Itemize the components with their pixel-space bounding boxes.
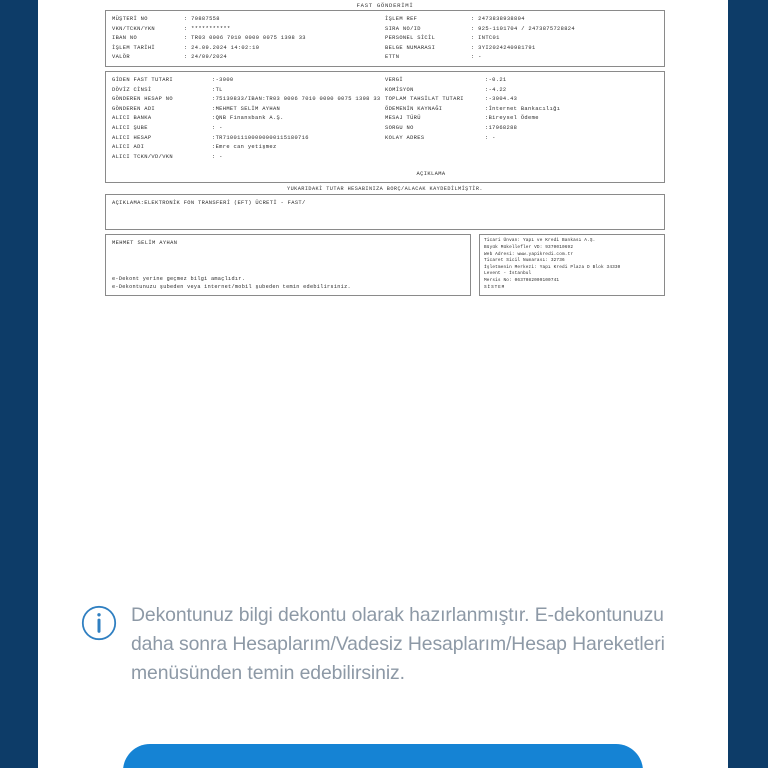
field-value: :TR710011100000000115180716	[212, 134, 309, 141]
field-mesaj-turu	[385, 114, 658, 124]
company-mersis-no: Mersis No: 0637082009100741	[484, 277, 560, 283]
field-label: ÖDEMENİN KAYNAĞI	[385, 105, 443, 112]
field-alici-tckn-vd-vkn	[112, 153, 385, 163]
field-value: : 2473838938804	[471, 16, 525, 22]
disclaimer-line-1: e-Dekont yerine geçmez bilgi amaçlıdır.	[112, 275, 246, 282]
balance-notice-line: YUKARIDAKİ TUTAR HESABINIZA BORÇ/ALACAK KAYDEDİLMİŞTİR.	[287, 185, 483, 192]
field-vkn-tckn-ykn	[112, 25, 385, 35]
field-label: İŞLEM TARİHİ	[112, 44, 156, 51]
info-message-block	[81, 601, 681, 688]
field-alici-banka	[112, 114, 385, 124]
receipt-footer-row	[105, 234, 665, 296]
field-value: : -	[485, 134, 496, 141]
field-value: :Emre can yetişmez	[212, 144, 277, 151]
field-value: : -	[212, 153, 223, 160]
receipt-document	[105, 0, 665, 296]
field-label: KOLAY ADRES	[385, 134, 425, 141]
field-label: ALICI TCKN/VD/VKN	[112, 153, 173, 160]
field-alici-adi	[112, 143, 385, 153]
field-value: : INTC01	[471, 35, 500, 42]
field-value: :-0.21	[485, 76, 507, 83]
receipt-detail-box	[105, 71, 665, 183]
field-value: : TR03 0006 7010 0000 0075 1398 33	[184, 35, 306, 42]
field-value: : ***********	[184, 25, 231, 32]
company-headquarters-line-2: Levent - İstanbul	[484, 271, 532, 277]
field-value: :Bireysel Ödeme	[485, 115, 539, 122]
field-islem-tarihi	[112, 44, 385, 54]
field-value: : 24.09.2024 14:02:10	[184, 44, 260, 51]
field-label: ALICI ŞUBE	[112, 124, 148, 131]
system-label: SİSTEM	[484, 285, 506, 291]
field-label: ALICI ADI	[112, 144, 145, 151]
field-label: BELGE NUMARASI	[385, 44, 436, 51]
web-address-label: Web Adresi:	[484, 251, 515, 257]
field-ettn	[385, 53, 658, 63]
header-left-column	[112, 15, 385, 63]
field-value: :İnternet Bankacılığı	[485, 105, 561, 112]
field-value: :75139833/IBAN:TR03 0006 7010 0000 0075 1398 33	[212, 96, 381, 103]
field-label: VALÖR	[112, 54, 130, 61]
field-label: VERGİ	[385, 76, 403, 83]
primary-action-button[interactable]	[123, 744, 643, 768]
field-kolay-adres	[385, 134, 658, 144]
field-doviz-cinsi	[112, 86, 385, 96]
field-label: SIRA NO/ID	[385, 25, 421, 32]
field-value: : 70887558	[184, 16, 220, 22]
field-label: ETTN	[385, 54, 400, 61]
field-label: GÖNDEREN HESAP NO	[112, 96, 173, 103]
company-tax-office: Büyük Mükellefler VD: 9370010692	[484, 244, 574, 250]
field-label: KOMİSYON	[385, 86, 414, 93]
field-musteri-no	[112, 15, 385, 25]
receipt-description-box	[105, 194, 665, 230]
field-label: PERSONEL SİCİL	[385, 35, 436, 42]
field-personel-sicil	[385, 34, 658, 44]
field-label: MÜŞTERİ NO	[112, 16, 148, 22]
field-label: ALICI HESAP	[112, 134, 152, 141]
field-value: : 3YI2024240981791	[471, 44, 536, 51]
field-iban-no	[112, 34, 385, 44]
field-alici-sube	[112, 124, 385, 134]
description-text: AÇIKLAMA:ELEKTRONİK FON TRANSFERİ (EFT) ÜCRETİ - FAST/	[112, 200, 306, 207]
field-gonderen-hesap-no	[112, 95, 385, 105]
field-label: İŞLEM REF	[385, 16, 418, 22]
field-belge-numarasi	[385, 44, 658, 54]
field-toplam-tahsilat-tutari	[385, 95, 658, 105]
field-label: VKN/TCKN/YKN	[112, 25, 156, 32]
disclaimer-line-2: e-Dekontunuzu şubeden veya internet/mobil şubeden temin edebilirsiniz.	[112, 284, 351, 291]
field-value: :17968288	[485, 124, 518, 131]
field-giden-fast-tutari	[112, 76, 385, 86]
receipt-owner-box	[105, 234, 471, 296]
field-value: :-4.22	[485, 86, 507, 93]
info-circle-icon	[81, 605, 117, 641]
field-valor	[112, 53, 385, 63]
company-trade-registry-no: Ticaret Sicil Numarası: 32736	[484, 258, 565, 264]
field-label: TOPLAM TAHSİLAT TUTARI	[385, 96, 464, 103]
field-label: ALICI BANKA	[112, 115, 152, 122]
field-komisyon	[385, 86, 658, 96]
field-label: IBAN NO	[112, 35, 138, 42]
field-value: :-3000	[212, 76, 234, 83]
aciklama-heading: AÇIKLAMA	[416, 171, 446, 178]
field-gonderen-adi	[112, 105, 385, 115]
field-label: GÖNDEREN ADI	[112, 105, 156, 112]
detail-right-column	[385, 76, 658, 162]
receipt-header-box	[105, 10, 665, 67]
field-value: : 925-1101704 / 2473875728824	[471, 25, 575, 32]
page-sheet	[38, 0, 728, 768]
field-label: GİDEN FAST TUTARI	[112, 76, 173, 83]
company-trade-name: Ticari Ünvan: Yapı ve Kredi Bankası A.Ş.	[484, 238, 596, 244]
field-value: : -	[471, 54, 482, 61]
field-label: MESAJ TÜRÜ	[385, 115, 421, 122]
account-owner-name: MEHMET SELİM AYHAN	[112, 240, 178, 247]
field-value: : 24/09/2024	[184, 54, 228, 61]
field-islem-ref	[385, 15, 658, 25]
field-sorgu-no	[385, 124, 658, 134]
web-address-link[interactable]: www.yapikredi.com.tr	[517, 251, 574, 257]
company-web-address-row	[484, 252, 660, 259]
detail-left-column	[112, 76, 385, 162]
field-label: SORGU NO	[385, 124, 414, 131]
field-label: DÖVİZ CİNSİ	[112, 86, 152, 93]
info-message-text: Dekontunuz bilgi dekontu olarak hazırlanmıştır. E-dekontunuzu daha sonra Hesaplarım/Vadesiz Hesaplarım/Hesap Hareketleri menüsünden temin edebilirsiniz.	[131, 604, 665, 684]
field-value: :-3004.43	[485, 96, 518, 103]
field-odemenin-kaynagi	[385, 105, 658, 115]
company-info-box	[479, 234, 665, 296]
field-value: :QNB Finansbank A.Ş.	[212, 115, 284, 122]
field-sira-no-id	[385, 25, 658, 35]
receipt-disclaimer	[112, 275, 351, 291]
field-value: : -	[212, 124, 223, 131]
field-alici-hesap	[112, 134, 385, 144]
header-right-column	[385, 15, 658, 63]
field-value: :MEHMET SELİM AYHAN	[212, 105, 281, 112]
field-value: :TL	[212, 86, 223, 93]
field-vergi	[385, 76, 658, 86]
receipt-title: FAST GÖNDERİMİ	[356, 2, 414, 9]
company-headquarters-line-1: İşletmenin Merkezi: Yapı Kredi Plaza D Blok 34330	[484, 264, 621, 270]
